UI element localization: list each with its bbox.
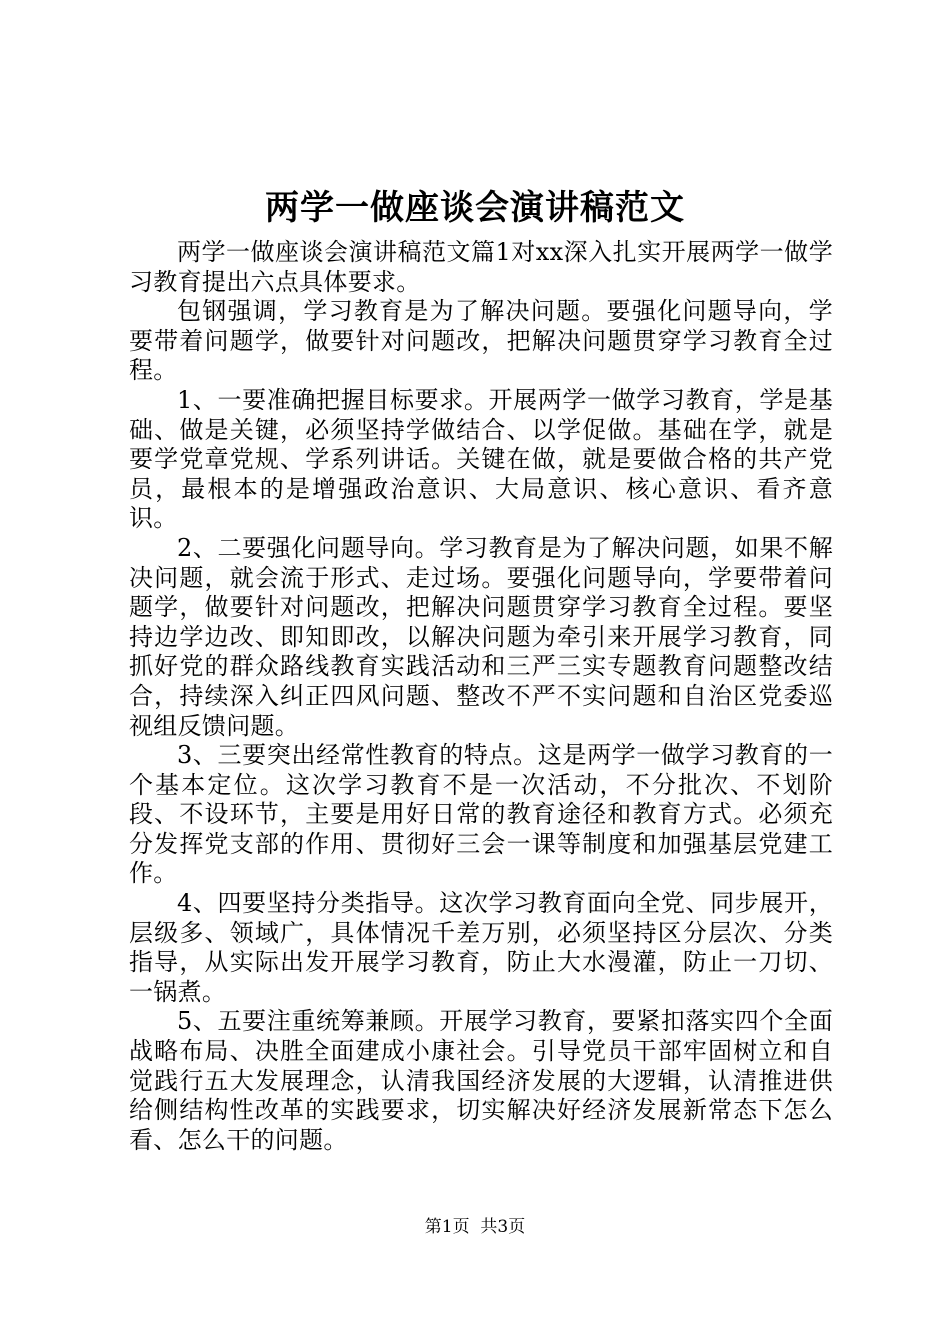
paragraph-point-3: 3、三要突出经常性教育的特点。这是两学一做学习教育的一个基本定位。这次学习教育不是一次活动，不分批次、不划阶段、不设环节，主要是用好日常的教育途径和教育方式。必须充分发挥党支部的作用、贯彻好三会一课等制度和加强基层党建工作。: [129, 741, 833, 888]
paragraph-point-1: 1、一要准确把握目标要求。开展两学一做学习教育，学是基础、做是关键，必须坚持学做结合、以学促做。基础在学，就是要学党章党规、学系列讲话。关键在做，就是要做合格的共产党员，最根本的是增强政治意识、大局意识、核心意识、看齐意识。: [129, 385, 833, 533]
page-footer: [0, 1215, 950, 1239]
footer-separator: [470, 1217, 481, 1237]
document-title: 两学一做座谈会演讲稿范文: [265, 188, 685, 228]
paragraph-point-4: 4、四要坚持分类指导。这次学习教育面向全党、同步展开，层级多、领域广，具体情况千差万别，必须坚持区分层次、分类指导，从实际出发开展学习教育，防止大水漫灌，防止一刀切、一锅煮。: [129, 889, 833, 1006]
page-number: 第1页: [424, 1217, 470, 1237]
paragraph-point-5: 5、五要注重统筹兼顾。开展学习教育，要紧扣落实四个全面战略布局、决胜全面建成小康社会。引导党员干部牢固树立和自觉践行五大发展理念，认清我国经济发展的大逻辑，认清推进供给侧结构性改革的实践要求，切实解决好经济发展新常态下怎么看、怎么干的问题。: [129, 1007, 833, 1154]
paragraph-emphasis: 包钢强调，学习教育是为了解决问题。要强化问题导向，学要带着问题学，做要针对问题改，把解决问题贯穿学习教育全过程。: [129, 297, 833, 385]
page-total: 共3页: [480, 1217, 526, 1237]
document-body: [129, 238, 833, 1155]
paragraph-intro: 两学一做座谈会演讲稿范文篇1对xx深入扎实开展两学一做学习教育提出六点具体要求。: [129, 238, 833, 296]
paragraph-point-2: 2、二要强化问题导向。学习教育是为了解决问题，如果不解决问题，就会流于形式、走过场。要强化问题导向，学要带着问题学，做要针对问题改，把解决问题贯穿学习教育全过程。要坚持边学边改、即知即改，以解决问题为牵引来开展学习教育，同抓好党的群众路线教育实践活动和三严三实专题教育问题整改结合，持续深入纠正四风问题、整改不严不实问题和自治区党委巡视组反馈问题。: [129, 533, 833, 740]
